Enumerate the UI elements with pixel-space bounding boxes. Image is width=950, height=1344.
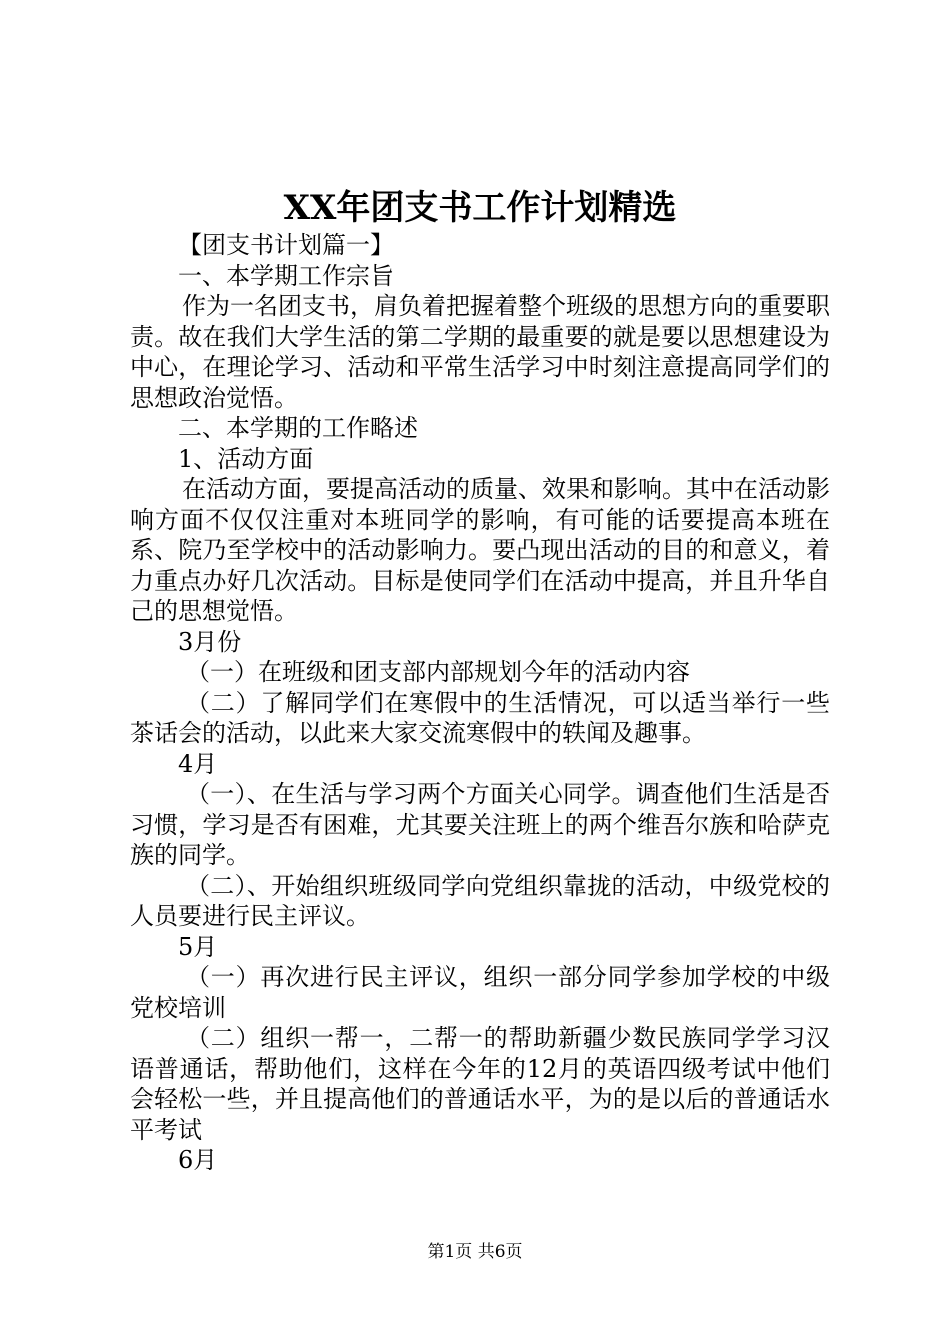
month-heading: 4月 <box>178 749 218 778</box>
list-item: （一）在班级和团支部内部规划今年的活动内容 <box>186 658 690 686</box>
section-heading: 【团支书计划篇一】 <box>178 231 394 259</box>
list-item: （一）、在生活与学习两个方面关心同学。调查他们生活是否习惯，学习是否有困难，尤其要关注班上的两个维吾尔族和哈萨克族的同学。 <box>130 780 830 869</box>
subsection-heading: 二、本学期的工作略述 <box>178 414 418 442</box>
list-item: （一）再次进行民主评议，组织一部分同学参加学校的中级党校培训 <box>130 963 830 1022</box>
list-item: （二）组织一帮一，二帮一的帮助新疆少数民族同学学习汉语普通话，帮助他们，这样在今年的12月的英语四级考试中他们会轻松一些，并且提高他们的普通话水平，为的是以后的普通话水平考试 <box>130 1024 830 1144</box>
month-heading: 5月 <box>178 932 218 961</box>
month-heading: 3月份 <box>178 627 242 656</box>
body-paragraph: 作为一名团支书，肩负着把握着整个班级的思想方向的重要职责。故在我们大学生活的第二学期的最重要的就是要以思想建设为中心，在理论学习、活动和平常生活学习中时刻注意提高同学们的思想政治觉悟。 <box>130 292 830 412</box>
body-paragraph: 在活动方面，要提高活动的质量、效果和影响。其中在活动影响方面不仅仅注重对本班同学的影响，有可能的话要提高本班在系、院乃至学校中的活动影响力。要凸现出活动的目的和意义，着力重点办好几次活动。目标是使同学们在活动中提高，并且升华自己的思想觉悟。 <box>130 475 830 625</box>
subsection-heading: 1、活动方面 <box>178 444 314 473</box>
page-number-footer: 第1页 共6页 <box>427 1242 523 1262</box>
list-item: （二）、开始组织班级同学向党组织靠拢的活动，中级党校的人员要进行民主评议。 <box>130 871 830 930</box>
month-heading: 6月 <box>178 1146 218 1174</box>
document-title: XX年团支书工作计划精选 <box>283 188 677 228</box>
subsection-heading: 一、本学期工作宗旨 <box>178 261 394 290</box>
list-item: （二）了解同学们在寒假中的生活情况，可以适当举行一些茶话会的活动，以此来大家交流寒假中的轶闻及趣事。 <box>130 688 830 747</box>
document-body <box>130 230 830 1176</box>
